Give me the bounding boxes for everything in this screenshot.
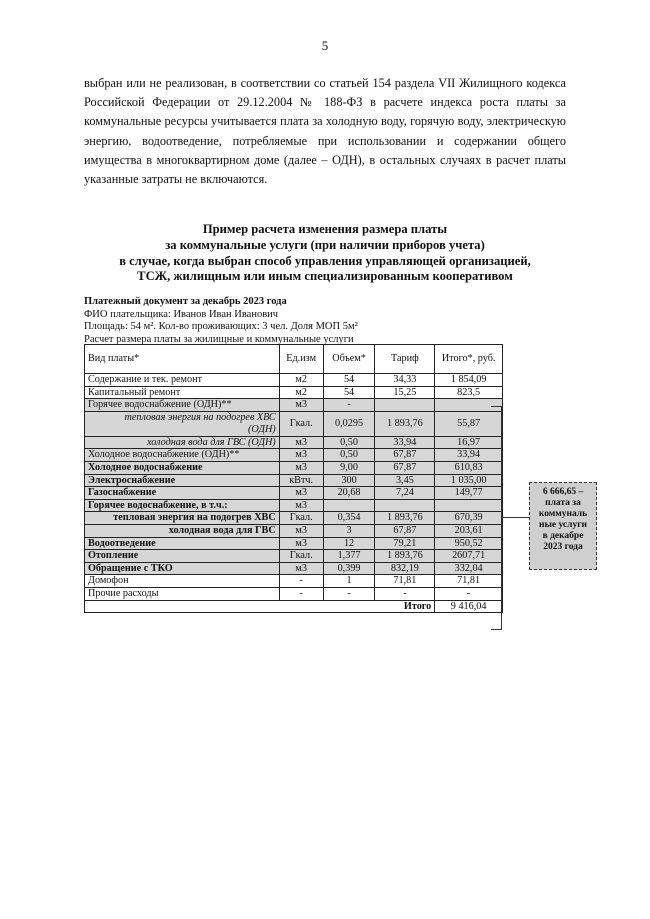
row-total: 950,52 [435,537,503,550]
calculation-caption: Расчет размера платы за жилищные и коммунальные услуги [84,333,354,345]
table-row [85,499,503,512]
table-row [85,374,503,387]
table-row [85,474,503,487]
header-type: Вид платы* [85,345,280,374]
row-volume: 54 [323,374,375,387]
payment-document-info [84,296,504,346]
row-unit: м3 [279,524,323,537]
row-volume: 0,0295 [323,411,375,436]
bill-table [84,344,503,613]
row-unit: м3 [279,449,323,462]
row-name: холодная вода для ГВС (ОДН) [85,436,280,449]
row-name: Холодное водоснабжение (ОДН)** [85,449,280,462]
row-unit: м3 [279,487,323,500]
row-tariff: 3,45 [375,474,435,487]
total-value: 9 416,04 [435,600,503,613]
callout-line-6: 2023 года [543,542,583,552]
row-name: Содержание и тек. ремонт [85,374,280,387]
row-unit: Гкал. [279,512,323,525]
row-unit: м3 [279,399,323,412]
row-name: Холодное водоснабжение [85,461,280,474]
row-name: тепловая энергия на подогрев ХВС (ОДН) [85,411,280,436]
row-name: Капитальный ремонт [85,386,280,399]
row-name: Водоотведение [85,537,280,550]
table-row [85,537,503,550]
table-row [85,399,503,412]
row-total: - [435,587,503,600]
header-tariff: Тариф [375,345,435,374]
row-total: 1 854,09 [435,374,503,387]
row-tariff: 1 893,76 [375,512,435,525]
table-total-row [85,600,503,613]
row-name: Домофон [85,575,280,588]
apartment-area: Площадь: 54 м². Кол-во проживающих: 3 чел. Доля МОП 5м² [84,321,358,333]
row-name: Газоснабжение [85,487,280,500]
row-volume: - [323,399,375,412]
row-name: Горячее водоснабжение, в т.ч.: [85,499,280,512]
callout-line-3: коммуналь [538,509,588,519]
row-volume: 0,354 [323,512,375,525]
bracket-connector [501,517,529,518]
row-volume: 20,68 [323,487,375,500]
row-volume: 12 [323,537,375,550]
heading-line-2: за коммунальные услуги (при наличии приборов учета) [165,237,485,252]
row-volume: 9,00 [323,461,375,474]
row-unit: кВтч. [279,474,323,487]
row-unit: м2 [279,386,323,399]
row-total: 33,94 [435,449,503,462]
row-unit: м2 [279,374,323,387]
row-total: 2607,71 [435,550,503,563]
row-name: Отопление [85,550,280,563]
table-row [85,386,503,399]
row-tariff: 67,87 [375,449,435,462]
callout-line-4: ные услуги [538,520,588,530]
row-name: Электроснабжение [85,474,280,487]
row-volume: 0,50 [323,449,375,462]
row-total: 1 035,00 [435,474,503,487]
table-row [85,550,503,563]
table-row [85,411,503,436]
total-label: Итого [85,600,435,613]
row-name: Горячее водоснабжение (ОДН)** [85,399,280,412]
row-unit: - [279,575,323,588]
table-row [85,524,503,537]
row-unit: м3 [279,436,323,449]
payer-name: ФИО плательщика: Иванов Иван Иванович [84,308,279,320]
header-volume: Объем* [323,345,375,374]
row-tariff: 79,21 [375,537,435,550]
row-unit: м3 [279,537,323,550]
row-tariff [375,399,435,412]
header-unit: Ед.изм [279,345,323,374]
row-unit: Гкал. [279,550,323,563]
row-tariff: 15,25 [375,386,435,399]
row-unit: Гкал. [279,411,323,436]
table-row [85,562,503,575]
row-volume: 0,399 [323,562,375,575]
row-name: Прочие расходы [85,587,280,600]
row-tariff: 1 893,76 [375,411,435,436]
row-tariff: - [375,587,435,600]
row-total: 55,87 [435,411,503,436]
table-row [85,461,503,474]
row-volume [323,499,375,512]
row-total: 71,81 [435,575,503,588]
row-tariff: 67,87 [375,461,435,474]
callout-line-5: в декабре [542,531,584,541]
table-row [85,449,503,462]
row-unit: м3 [279,461,323,474]
row-tariff: 34,33 [375,374,435,387]
row-total: 332,04 [435,562,503,575]
row-tariff: 7,24 [375,487,435,500]
row-volume: 54 [323,386,375,399]
body-paragraph: выбран или не реализован, в соответствии со статьей 154 раздела VII Жилищного кодекса Российской Федерации от 29.12.2004 № 188-ФЗ в расчете индекса роста платы за коммунальные ресурсы учитывается плата за холодную воду, горячую воду, электрическую энергию, водоотведение, потребляемые при использовании и содержании общего имущества в многоквартирном доме (далее – ОДН), в остальных случаях в расчет платы указанные затраты не включаются. [84,76,566,187]
row-tariff: 1 893,76 [375,550,435,563]
section-heading [70,222,580,285]
row-unit: - [279,587,323,600]
row-volume: 0,50 [323,436,375,449]
utilities-total-callout [529,482,597,570]
row-name: тепловая энергия на подогрев ХВС [85,512,280,525]
row-unit: м3 [279,499,323,512]
row-total: 823,5 [435,386,503,399]
row-total: 149,77 [435,487,503,500]
row-volume: 1,377 [323,550,375,563]
row-total: 16,97 [435,436,503,449]
row-name: холодная вода для ГВС [85,524,280,537]
row-tariff: 832,19 [375,562,435,575]
heading-line-1: Пример расчета изменения размера платы [202,222,448,236]
callout-line-2: плата за [545,498,581,508]
header-total: Итого*, руб. [435,345,503,374]
row-volume: - [323,587,375,600]
row-total: 610,83 [435,461,503,474]
table-row [85,512,503,525]
row-volume: 300 [323,474,375,487]
payment-document-title: Платежный документ за декабрь 2023 года [84,296,287,307]
table-row [85,436,503,449]
row-unit: м3 [279,562,323,575]
table-row [85,587,503,600]
row-tariff [375,499,435,512]
row-name: Обращение с ТКО [85,562,280,575]
page-number: 5 [321,38,329,53]
row-volume: 3 [323,524,375,537]
table-row [85,487,503,500]
row-volume: 1 [323,575,375,588]
row-total: 203,61 [435,524,503,537]
row-tariff: 33,94 [375,436,435,449]
row-tariff: 67,87 [375,524,435,537]
group-bracket [491,406,502,630]
callout-line-1: 6 666,65 – [542,487,584,497]
row-tariff: 71,81 [375,575,435,588]
table-header-row [85,345,503,374]
table-row [85,575,503,588]
row-total: 670,39 [435,512,503,525]
heading-line-4: ТСЖ, жилищным или иным специализированным кооперативом [137,269,513,284]
heading-line-3: в случае, когда выбран способ управления управляющей организацией, [119,253,531,268]
